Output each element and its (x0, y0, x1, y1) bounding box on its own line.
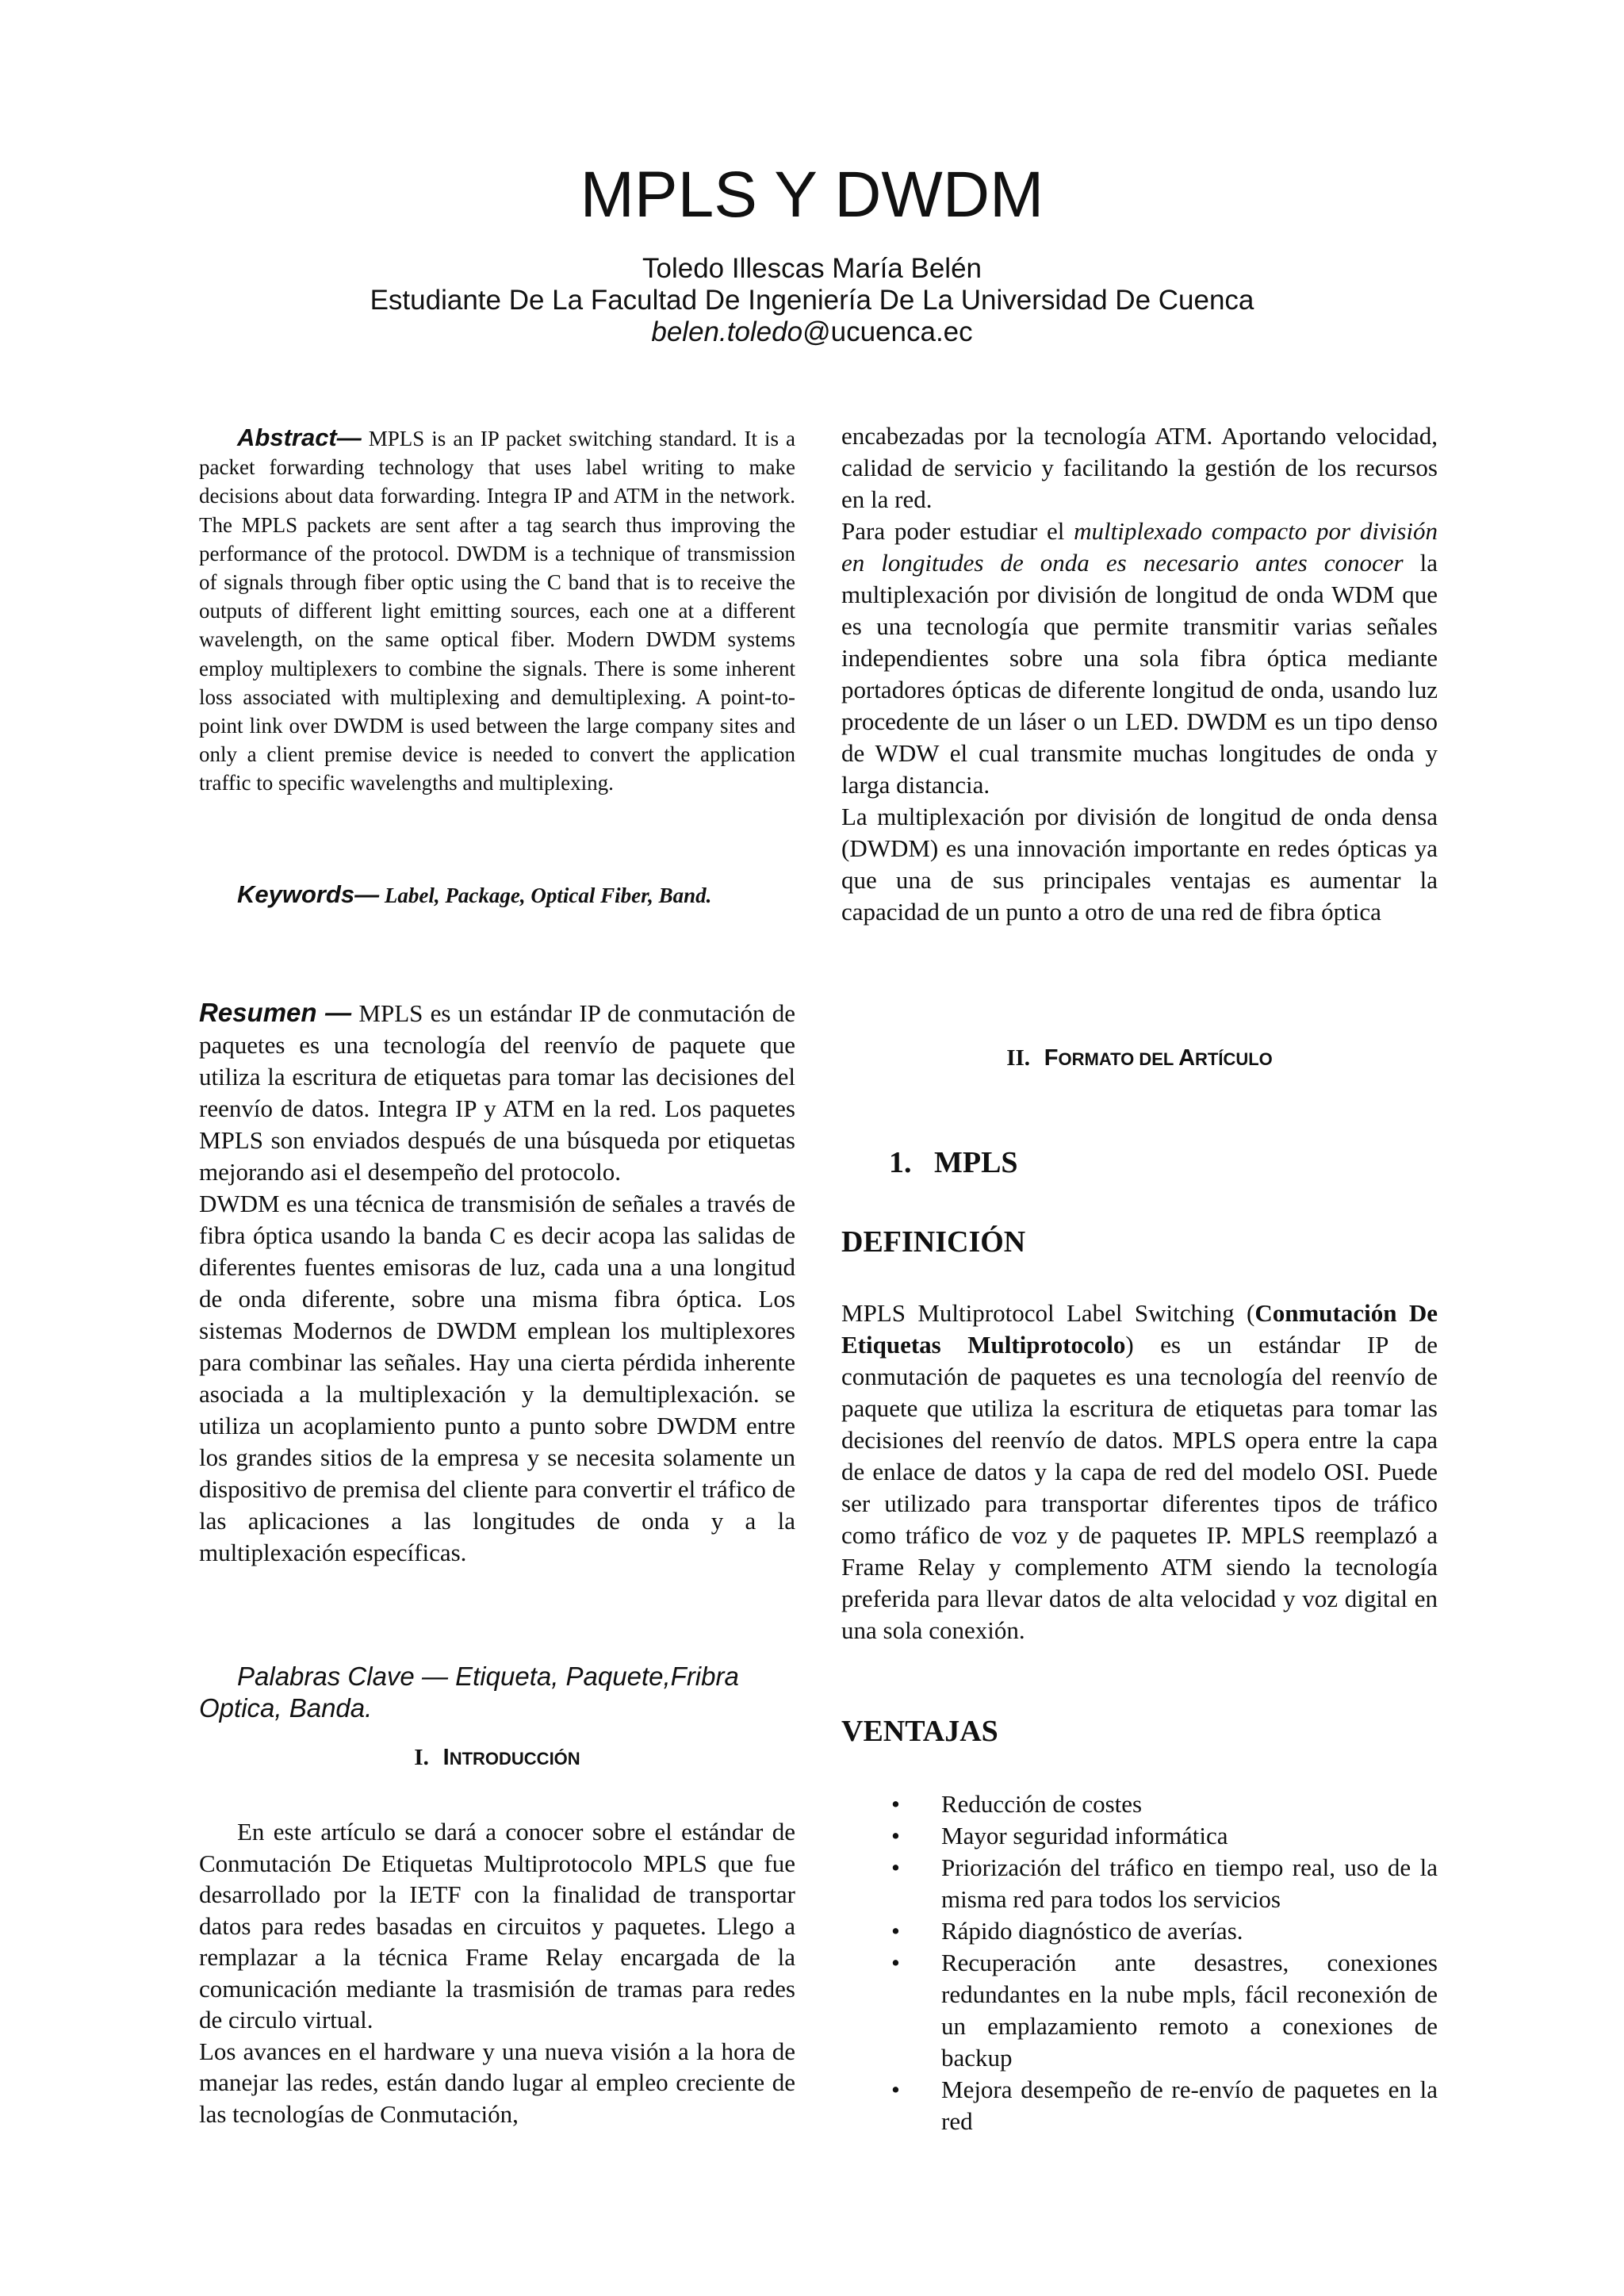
col2-p2-end: la multiplexación por división de longitud de onda WDM que es una tecnología que permite transmitir varias señales independientes sobre una sola fibra óptica mediante portadores ópticas de diferente longitud de onda, usando luz procedente de un láser o un LED. DWDM es un tipo denso de WDW el cual transmite muchas longitudes de onda y larga distancia. (841, 549, 1438, 799)
section-title-rest: NTRODUCCIÓN (449, 1749, 580, 1769)
resumen-paragraph-1 (199, 997, 795, 1188)
bullet-icon: • (891, 1949, 900, 1976)
col2-p2-italic: multiplexado compacto por división en longitudes de onda es necesario antes conocer (841, 517, 1438, 577)
bullet-icon: • (891, 1822, 900, 1849)
section-title-rest-1: ORMATO DEL (1058, 1049, 1179, 1069)
resumen-text-1: MPLS es un estándar IP de conmutación de paquetes es una tecnología del reenvío de paquete que utiliza la escritura de etiquetas para tomar las decisiones del reenvío de datos. Integra IP y ATM en la red. Los paquetes MPLS son enviados después de una búsqueda por etiquetas mejorando asi el desempeño del protocolo. (199, 999, 795, 1186)
abstract-text: MPLS is an IP packet switching standard. It is a packet forwarding technology that uses label writing to make decisions about data forwarding. Integra IP and ATM in the network. The MPLS packets are sent after a tag search thus improving the performance of the protocol. DWDM is a technique of transmission of signals through fiber optic using the C band that is to receive the outputs of different light emitting sources, each one at a different wavelength, on the same optical fiber. Modern DWDM systems employ multiplexers to combine the signals. There is some inherent loss associated with multiplexing and demultiplexing. A point-to-point link over DWDM is used between the large company sites and only a client premise device is needed to convert the application traffic to specific wavelengths and multiplexing. (199, 427, 795, 795)
introduction-text (199, 1816, 795, 2129)
abstract-lead: Abstract— (237, 424, 362, 451)
list-item (841, 1947, 1438, 2074)
intro-paragraph-1: En este artículo se dará a conocer sobre el estándar de Conmutación De Etiquetas Multiprotocolo MPLS que fue desarrollado por la IETF con la finalidad de transportar datos para redes basadas en circuitos y paquetes. Llego a remplazar a la técnica Frame Relay encargada de la comunicación mediante la trasmisión de tramas para redes de circulo virtual. (199, 1818, 795, 2033)
section-title-rest-2: RTÍCULO (1195, 1049, 1273, 1069)
intro-continuation (841, 420, 1438, 928)
list-item-text: Recuperación ante desastres, conexiones redundantes en la nube mpls, fácil reconexión de un emplazamiento remoto a conexiones de backup (941, 1949, 1438, 2072)
abstract (199, 424, 795, 798)
definicion-heading: DEFINICIÓN (841, 1225, 1026, 1259)
list-item (841, 2074, 1438, 2137)
keywords-text: Label, Package, Optical Fiber, Band. (379, 884, 712, 907)
bullet-icon: • (891, 1853, 900, 1881)
definicion-start: MPLS Multiprotocol Label Switching ( (841, 1299, 1255, 1327)
section-heading-introduccion (199, 1745, 795, 1771)
list-item (841, 1915, 1438, 1947)
list-item-text: Mayor seguridad informática (941, 1822, 1228, 1849)
col2-paragraph-2 (841, 516, 1438, 801)
keywords (199, 880, 795, 910)
section-heading-formato (841, 1045, 1438, 1071)
ventajas-heading: VENTAJAS (841, 1715, 998, 1748)
definicion-text (841, 1297, 1438, 1646)
list-item (841, 1788, 1438, 1820)
bullet-icon: • (891, 1790, 900, 1818)
palabras-clave: Palabras Clave — Etiqueta, Paquete,Fribra Optica, Banda. (199, 1662, 739, 1723)
list-item (841, 1820, 1438, 1852)
list-item-text: Reducción de costes (941, 1790, 1143, 1818)
col2-paragraph-1: encabezadas por la tecnología ATM. Aportando velocidad, calidad de servicio y facilitando la gestión de los recursos en la red. (841, 422, 1438, 513)
list-item-text: Priorización del tráfico en tiempo real, uso de la misma red para todos los servicios (941, 1853, 1438, 1913)
intro-paragraph-2: Los avances en el hardware y una nueva visión a la hora de manejar las redes, están dando lugar al empleo creciente de las tecnologías de Conmutación, (199, 2037, 795, 2128)
list-item-text: Mejora desempeño de re-envío de paquetes en la red (941, 2076, 1438, 2135)
bullet-icon: • (891, 2076, 900, 2103)
keywords-lead: Keywords— (237, 880, 380, 908)
section-number: I. (414, 1745, 429, 1770)
col2-paragraph-3: La multiplexación por división de longitud de onda densa (DWDM) es una innovación importante en redes ópticas ya que una de sus principales ventajas es aumentar la capacidad de un punto a otro de una red de fibra óptica (841, 803, 1438, 926)
author-email (0, 316, 1624, 349)
mpls-heading: 1. MPLS (889, 1146, 1018, 1179)
email-domain: @ucuenca.ec (802, 316, 973, 347)
paper-title: MPLS Y DWDM (580, 159, 1044, 231)
author-affiliation: Estudiante De La Facultad De Ingeniería De La Universidad De Cuenca (370, 285, 1254, 316)
email-user: belen.toledo (651, 316, 803, 347)
resumen (199, 997, 795, 1569)
definicion-bold: Conmutación De Etiquetas Multiprotocolo (841, 1299, 1438, 1359)
section-initial-2: A (1178, 1045, 1196, 1071)
section-initial-1: F (1044, 1045, 1059, 1071)
resumen-lead: Resumen — (199, 998, 352, 1027)
list-item-text: Rápido diagnóstico de averías. (941, 1917, 1243, 1945)
bullet-icon: • (891, 1917, 900, 1945)
resumen-paragraph-2: DWDM es una técnica de transmisión de señales a través de fibra óptica usando la banda C es decir acopa las salidas de diferentes fuentes emisoras de luz, cada una a una longitud de onda diferente, sobre una misma fibra óptica. Los sistemas Modernos de DWDM emplean los multiplexores para combinar las señales. Hay una cierta pérdida inherente asociada a la multiplexación y la demultiplexación. se utiliza un acoplamiento punto a punto sobre DWDM entre los grandes sitios de la empresa y se necesita solamente un dispositivo de premisa del cliente para convertir el tráfico de las aplicaciones a las longitudes de onda y a la multiplexación específicas. (199, 1190, 795, 1566)
list-item (841, 1852, 1438, 1915)
col2-p2-start: Para poder estudiar el (841, 517, 1074, 545)
ventajas-list (841, 1788, 1438, 2137)
author-name: Toledo Illescas María Belén (642, 253, 982, 284)
definicion-end: ) es un estándar IP de conmutación de paquetes es una tecnología del reenvío de paquete que utiliza la escritura de etiquetas para tomar las decisiones del reenvío de datos. MPLS opera entre la capa de enlace de datos y la capa de red del modelo OSI. Puede ser utilizado para transportar diferentes tipos de tráfico como tráfico de voz y de paquetes IP. MPLS reemplazó a Frame Relay y complemento ATM siendo la tecnología preferida para llevar datos de alta velocidad y voz digital en una sola conexión. (841, 1331, 1438, 1644)
section-number: II. (1006, 1045, 1031, 1071)
section-initial: I (442, 1745, 450, 1770)
